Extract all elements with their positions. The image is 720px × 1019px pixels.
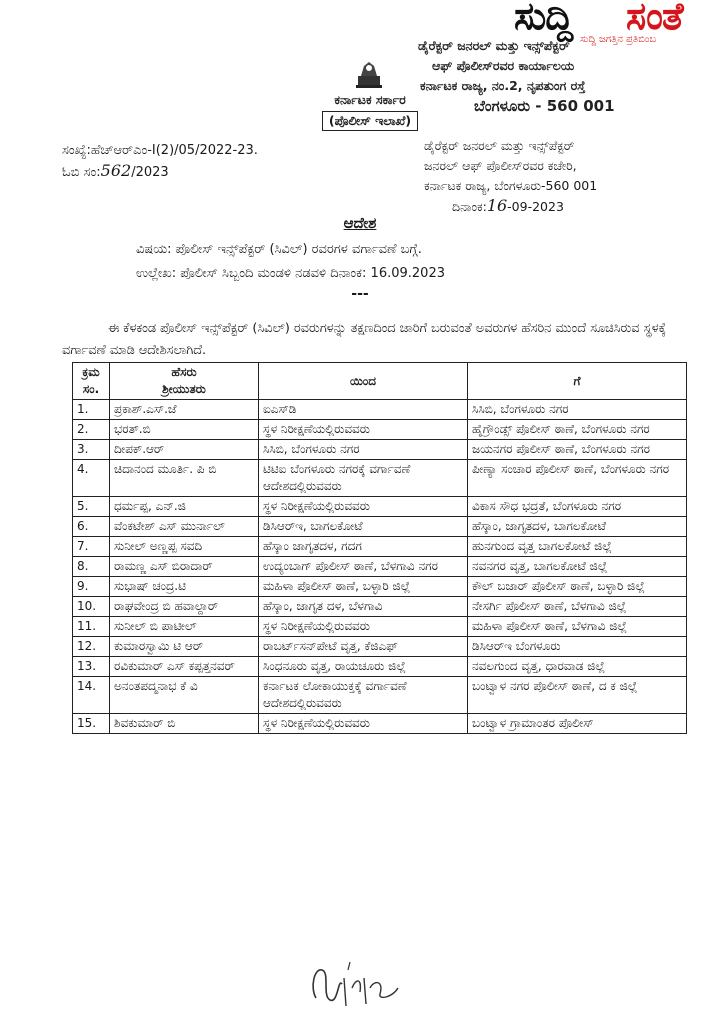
row-sl: 6. [73,517,110,537]
row-to: ಹೈಗ್ರೌಂಡ್ಸ್ ಪೊಲೀಸ್ ಠಾಣೆ, ಬೆಂಗಳೂರು ನಗರ [468,420,687,440]
date-day-handwritten: 16 [486,196,508,215]
row-from: ಟಿಟಿಐ ಬೆಂಗಳೂರು ನಗರಕ್ಕೆ ವರ್ಗಾವಣೆ ಆದೇಶದಲ್ಲಿರುವವರು [259,460,468,497]
order-title: ಆದೇಶ [343,214,377,232]
row-from: ಸ್ಥಳ ನಿರೀಕ್ಷಣೆಯಲ್ಲಿರುವವರು [259,420,468,440]
row-sl: 2. [73,420,110,440]
row-from: ರಾಬರ್ಟ್‌ಸನ್‌ಪೇಟೆ ವೃತ್ತ, ಕೆಜಿಎಫ್ [259,637,468,657]
watermark-brand-part2: ಸಂತೆ [626,0,683,38]
row-name: ದೀಪಕ್.ಆರ್ [110,440,259,460]
office-stamp [418,36,718,116]
reference-block [62,141,258,183]
header-sl: ಕ್ರಮ ಸಂ. [73,363,110,400]
header-to: ಗೆ [468,363,687,400]
reference-number: ಸಂಖ್ಯೆ:ಹೆಚ್‌ಆರ್‌ಎಂ-I(2)/05/2022-23. [62,143,258,158]
ob-year: /2023 [131,165,169,180]
government-name: ಕರ್ನಾಟಕ ಸರ್ಕಾರ [334,92,406,107]
row-name: ಚಿದಾನಂದ ಮೂರ್ತಿ. ಪಿ ಬಿ [110,460,259,497]
row-name: ಧರ್ಮಪ್ಪ, ಎನ್.ಜಿ [110,497,259,517]
office-line1: ಡೈರೆಕ್ಟರ್ ಜನರಲ್ ಮತ್ತು ಇನ್ಸ್‌ಪೆಕ್ಟರ್ [424,138,575,153]
ob-number-line [62,161,258,183]
order-body: ಈ ಕೆಳಕಂಡ ಪೊಲೀಸ್ ಇನ್ಸ್‌ಪೆಕ್ಟರ್ (ಸಿವಿಲ್) ರವರುಗಳನ್ನು ತಕ್ಷಣದಿಂದ ಜಾರಿಗೆ ಬರುವಂತೆ ಅವರುಗಳ ಹೆಸರಿನ ಮುಂದೆ ಸೂಚಿಸಿರುವ ಸ್ಥಳಕ್ಕೆ ವರ್ಗಾವಣೆ ಮಾಡಿ ಆದೇಶಿಸಲಾಗಿದೆ. [62,321,667,358]
row-from: ಹೆಸ್ಕಾಂ, ಜಾಗೃತ ದಳ, ಬೆಳಗಾವಿ [259,597,468,617]
table-row [73,420,687,440]
row-name: ಸುಭಾಷ್ ಚಂದ್ರ.ಟಿ [110,577,259,597]
ob-number-handwritten: 562 [100,161,132,180]
stamp-line4: ಬೆಂಗಳೂರು - 560 001 [474,97,615,115]
table-row [73,400,687,420]
office-line2: ಜನರಲ್ ಆಫ್ ಪೊಲೀಸ್‌ರವರ ಕಚೇರಿ, [424,158,577,173]
separator: --- [351,286,369,302]
row-sl: 12. [73,637,110,657]
ob-prefix: ಓಬಿ ಸಂ: [62,165,101,180]
row-sl: 11. [73,617,110,637]
row-from: ಉದ್ಯಂಬಾಗ್ ಪೊಲೀಸ್ ಠಾಣೆ, ಬೆಳಗಾವಿ ನಗರ [259,557,468,577]
row-sl: 9. [73,577,110,597]
row-from: ಹೆಸ್ಕಾಂ ಜಾಗೃತದಳ, ಗದಗ [259,537,468,557]
table-row [73,597,687,617]
row-name: ಸುನೀಲ್ ಅಣ್ಣಪ್ಪ ಸವದಿ [110,537,259,557]
row-sl: 7. [73,537,110,557]
row-from: ಕರ್ನಾಟಕ ಲೋಕಾಯುಕ್ತಕ್ಕೆ ವರ್ಗಾವಣೆ ಆದೇಶದಲ್ಲಿರುವವರು [259,677,468,714]
row-from: ಸ್ಥಳ ನಿರೀಕ್ಷಣೆಯಲ್ಲಿರುವವರು [259,617,468,637]
row-sl: 13. [73,657,110,677]
row-to: ಬಂಟ್ವಾಳ ಗ್ರಾಮಾಂತರ ಪೊಲೀಸ್ [468,714,687,734]
row-to: ವಿಕಾಸ ಸೌಧ ಭದ್ರತೆ, ಬೆಂಗಳೂರು ನಗರ [468,497,687,517]
row-from: ಮಹಿಳಾ ಪೊಲೀಸ್ ಠಾಣೆ, ಬಳ್ಳಾರಿ ಜಿಲ್ಲೆ [259,577,468,597]
row-name: ವೆಂಕಟೇಶ್ ಎಸ್ ಮುರ್ನಾಲ್ [110,517,259,537]
row-from: ಡಿಸಿಆರ್‌ಇ, ಬಾಗಲಕೋಟೆ [259,517,468,537]
table-row [73,460,687,497]
department-name: (ಪೊಲೀಸ್ ಇಲಾಖೆ) [322,111,418,131]
stamp-line3: ಕರ್ನಾಟಕ ರಾಜ್ಯ, ನಂ.2, ನೃಪತುಂಗ ರಸ್ತೆ [420,78,586,93]
row-sl: 4. [73,460,110,497]
office-address [424,136,597,217]
table-row [73,537,687,557]
table-row [73,440,687,460]
row-sl: 14. [73,677,110,714]
row-name: ಭರತ್.ಬಿ [110,420,259,440]
row-to: ಪೀಣ್ಯಾ ಸಂಚಾರ ಪೊಲೀಸ್ ಠಾಣೆ, ಬೆಂಗಳೂರು ನಗರ [468,460,687,497]
row-to: ಜಯನಗರ ಪೊಲೀಸ್ ಠಾಣೆ, ಬೆಂಗಳೂರು ನಗರ [468,440,687,460]
table-row [73,557,687,577]
order-subject-block [136,238,445,286]
table-header-row [73,363,687,400]
karnataka-emblem-icon [352,58,386,90]
table-row [73,617,687,637]
government-header [300,91,440,131]
table-row [73,677,687,714]
row-sl: 1. [73,400,110,420]
table-row [73,637,687,657]
transfer-table [72,362,687,734]
watermark-tagline: ಸುದ್ದಿ ಜಗತ್ತಿನ ಪ್ರತಿಬಿಂಬ [580,34,657,45]
header-name: ಹೆಸರು ಶ್ರೀಯುತರು [110,363,259,400]
row-sl: 3. [73,440,110,460]
table-row [73,657,687,677]
order-reference: ಉಲ್ಲೇಖ: ಪೊಲೀಸ್ ಸಿಬ್ಬಂದಿ ಮಂಡಳಿ ನಡವಳಿ ದಿನಾಂಕ: 16.09.2023 [136,266,445,281]
row-from: ಸ್ಥಳ ನಿರೀಕ್ಷಣೆಯಲ್ಲಿರುವವರು [259,714,468,734]
stamp-line1: ಡೈರೆಕ್ಟರ್ ಜನರಲ್ ಮತ್ತು ಇನ್ಸ್‌ಪೆಕ್ಟರ್ [418,38,570,53]
row-name: ಸುನೀಲ್ ಬಿ ಪಾಟೀಲ್ [110,617,259,637]
row-name: ರವಿಕುಮಾರ್ ಎಸ್ ಕಪ್ಪತ್ತನವರ್ [110,657,259,677]
row-to: ಸಿಸಿಬಿ, ಬೆಂಗಳೂರು ನಗರ [468,400,687,420]
row-to: ನೇಸರ್ಗಿ ಪೊಲೀಸ್ ಠಾಣೆ, ಬೆಳಗಾವಿ ಜಿಲ್ಲೆ [468,597,687,617]
row-to: ನವಲಗುಂದ ವೃತ್ತ, ಧಾರವಾಡ ಜಿಲ್ಲೆ [468,657,687,677]
row-to: ಹೆಸ್ಕಾಂ, ಜಾಗೃತದಳ, ಬಾಗಲಕೋಟೆ [468,517,687,537]
row-to: ಕೌಲ್ ಬಜಾರ್ ಪೊಲೀಸ್ ಠಾಣೆ, ಬಳ್ಳಾರಿ ಜಿಲ್ಲೆ [468,577,687,597]
row-to: ಮಹಿಳಾ ಪೊಲೀಸ್ ಠಾಣೆ, ಬೆಳಗಾವಿ ಜಿಲ್ಲೆ [468,617,687,637]
stamp-line2: ಆಫ್ ಪೊಲೀಸ್‌ರವರ ಕಾರ್ಯಾಲಯ [432,58,575,73]
order-subject: ವಿಷಯ: ಪೊಲೀಸ್ ಇನ್ಸ್‌ಪೆಕ್ಟರ್ (ಸಿವಿಲ್) ರವರಗಳ ವರ್ಗಾವಣೆ ಬಗ್ಗೆ. [136,242,422,257]
row-to: ಡಿಸಿಆರ್‌ಇ ಬೆಂಗಳೂರು [468,637,687,657]
row-name: ಶಿವಕುಮಾರ್ ಬಿ [110,714,259,734]
row-name: ರಾಘವೇಂದ್ರ ಬಿ ಹವಾಲ್ದಾರ್ [110,597,259,617]
row-sl: 8. [73,557,110,577]
table-row [73,517,687,537]
signature [308,948,428,1014]
row-sl: 10. [73,597,110,617]
table-row [73,497,687,517]
row-name: ಕುಮಾರಸ್ವಾಮಿ ಟಿ ಆರ್ [110,637,259,657]
row-to: ಬಂಟ್ವಾಳ ನಗರ ಪೊಲೀಸ್ ಠಾಣೆ, ದ ಕ ಜಿಲ್ಲೆ [468,677,687,714]
row-sl: 15. [73,714,110,734]
table-row [73,714,687,734]
table-row [73,577,687,597]
watermark-brand-part1: ಸುದ್ದಿ [514,0,573,38]
row-from: ಸಿಂಧನೂರು ವೃತ್ತ, ರಾಯಚೂರು ಜಿಲ್ಲೆ [259,657,468,677]
row-from: ಸ್ಥಳ ನಿರೀಕ್ಷಣೆಯಲ್ಲಿರುವವರು [259,497,468,517]
date-prefix: ದಿನಾಂಕ: [452,199,487,214]
row-from: ಸಿಸಿಬಿ, ಬೆಂಗಳೂರು ನಗರ [259,440,468,460]
row-to: ಹುನಗುಂದ ವೃತ್ತ ಬಾಗಲಕೋಟೆ ಜಿಲ್ಲೆ [468,537,687,557]
date-rest: -09-2023 [507,199,564,214]
header-from: ಯಿಂದ [259,363,468,400]
office-line3: ಕರ್ನಾಟಕ ರಾಜ್ಯ, ಬೆಂಗಳೂರು-560 001 [424,178,598,193]
row-name: ಅನಂತಪದ್ಮನಾಭ ಕೆ ವಿ [110,677,259,714]
row-sl: 5. [73,497,110,517]
row-name: ಪ್ರಕಾಶ್.ಎಸ್.ಜೆ [110,400,259,420]
row-name: ರಾಮಣ್ಣ ಎಸ್ ಬಿರಾದಾರ್ [110,557,259,577]
row-from: ಐಎಸ್‌ಡಿ [259,400,468,420]
row-to: ನವನಗರ ವೃತ್ತ, ಬಾಗಲಕೋಟೆ ಜಿಲ್ಲೆ [468,557,687,577]
